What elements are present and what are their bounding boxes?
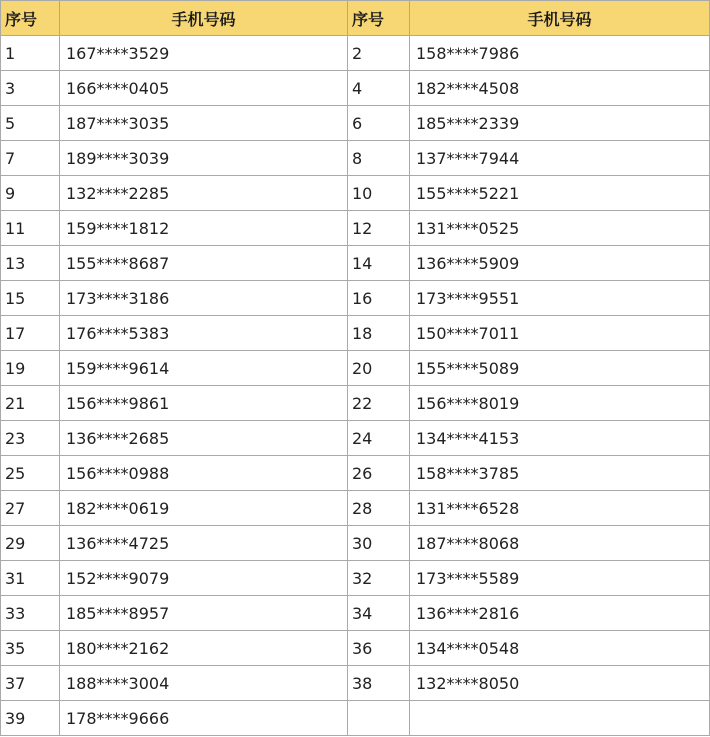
row-index-left: 1 bbox=[1, 36, 60, 71]
row-index-left: 19 bbox=[1, 351, 60, 386]
table-row bbox=[1, 246, 710, 281]
row-phone-right: 134****0548 bbox=[410, 631, 710, 666]
row-index-left: 17 bbox=[1, 316, 60, 351]
row-index-right: 6 bbox=[348, 106, 410, 141]
header-index-right: 序号 bbox=[348, 1, 410, 36]
row-index-left: 33 bbox=[1, 596, 60, 631]
row-index-right: 8 bbox=[348, 141, 410, 176]
row-phone-left: 156****9861 bbox=[60, 386, 348, 421]
row-index-left: 27 bbox=[1, 491, 60, 526]
row-phone-left: 182****0619 bbox=[60, 491, 348, 526]
table-row bbox=[1, 666, 710, 701]
row-phone-left: 173****3186 bbox=[60, 281, 348, 316]
header-row bbox=[1, 1, 710, 36]
row-index-right: 4 bbox=[348, 71, 410, 106]
row-index-left: 39 bbox=[1, 701, 60, 736]
row-phone-left: 159****9614 bbox=[60, 351, 348, 386]
row-phone-left: 136****2685 bbox=[60, 421, 348, 456]
row-index-left: 31 bbox=[1, 561, 60, 596]
table-body bbox=[1, 36, 710, 736]
row-index-right: 10 bbox=[348, 176, 410, 211]
row-index-right: 36 bbox=[348, 631, 410, 666]
table-row bbox=[1, 526, 710, 561]
table-row bbox=[1, 491, 710, 526]
row-phone-right: 131****6528 bbox=[410, 491, 710, 526]
row-index-left: 23 bbox=[1, 421, 60, 456]
table-row bbox=[1, 316, 710, 351]
table-row bbox=[1, 71, 710, 106]
row-phone-right: 132****8050 bbox=[410, 666, 710, 701]
row-phone-left: 159****1812 bbox=[60, 211, 348, 246]
row-phone-right: 155****5089 bbox=[410, 351, 710, 386]
row-phone-right: 158****3785 bbox=[410, 456, 710, 491]
row-phone-right: 134****4153 bbox=[410, 421, 710, 456]
row-index-right: 34 bbox=[348, 596, 410, 631]
row-index-right: 38 bbox=[348, 666, 410, 701]
row-index-left: 3 bbox=[1, 71, 60, 106]
table-row bbox=[1, 456, 710, 491]
row-index-left: 15 bbox=[1, 281, 60, 316]
row-phone-left: 155****8687 bbox=[60, 246, 348, 281]
row-index-left: 35 bbox=[1, 631, 60, 666]
row-index-right: 18 bbox=[348, 316, 410, 351]
row-phone-right: 137****7944 bbox=[410, 141, 710, 176]
table-row bbox=[1, 281, 710, 316]
table-header bbox=[1, 1, 710, 36]
row-index-right: 2 bbox=[348, 36, 410, 71]
row-index-right: 32 bbox=[348, 561, 410, 596]
table-row bbox=[1, 106, 710, 141]
table-row bbox=[1, 141, 710, 176]
row-phone-right: 136****2816 bbox=[410, 596, 710, 631]
row-phone-right: 131****0525 bbox=[410, 211, 710, 246]
row-phone-left: 188****3004 bbox=[60, 666, 348, 701]
row-phone-right: 182****4508 bbox=[410, 71, 710, 106]
row-phone-left: 189****3039 bbox=[60, 141, 348, 176]
row-index-right: 30 bbox=[348, 526, 410, 561]
row-index-left: 25 bbox=[1, 456, 60, 491]
row-phone-left: 166****0405 bbox=[60, 71, 348, 106]
row-phone-right: 187****8068 bbox=[410, 526, 710, 561]
row-phone-right: 155****5221 bbox=[410, 176, 710, 211]
row-index-left: 5 bbox=[1, 106, 60, 141]
header-phone-right: 手机号码 bbox=[410, 1, 710, 36]
table-row bbox=[1, 211, 710, 246]
row-phone-right: 136****5909 bbox=[410, 246, 710, 281]
table-row bbox=[1, 596, 710, 631]
row-phone-right: 185****2339 bbox=[410, 106, 710, 141]
row-phone-left: 152****9079 bbox=[60, 561, 348, 596]
row-phone-right: 158****7986 bbox=[410, 36, 710, 71]
table-row bbox=[1, 421, 710, 456]
row-index-left: 21 bbox=[1, 386, 60, 421]
row-phone-left: 187****3035 bbox=[60, 106, 348, 141]
header-phone-left: 手机号码 bbox=[60, 1, 348, 36]
row-phone-left: 156****0988 bbox=[60, 456, 348, 491]
row-index-left: 29 bbox=[1, 526, 60, 561]
row-index-right: 12 bbox=[348, 211, 410, 246]
row-index-right bbox=[348, 701, 410, 736]
row-phone-left: 176****5383 bbox=[60, 316, 348, 351]
row-index-right: 24 bbox=[348, 421, 410, 456]
table-row bbox=[1, 701, 710, 736]
row-index-right: 20 bbox=[348, 351, 410, 386]
row-index-left: 37 bbox=[1, 666, 60, 701]
row-phone-left: 178****9666 bbox=[60, 701, 348, 736]
row-index-left: 13 bbox=[1, 246, 60, 281]
table-row bbox=[1, 176, 710, 211]
row-phone-left: 136****4725 bbox=[60, 526, 348, 561]
table-row bbox=[1, 561, 710, 596]
row-phone-left: 185****8957 bbox=[60, 596, 348, 631]
row-index-left: 11 bbox=[1, 211, 60, 246]
row-phone-left: 167****3529 bbox=[60, 36, 348, 71]
table-row bbox=[1, 36, 710, 71]
row-index-right: 28 bbox=[348, 491, 410, 526]
row-phone-right: 173****5589 bbox=[410, 561, 710, 596]
row-index-left: 7 bbox=[1, 141, 60, 176]
row-phone-left: 180****2162 bbox=[60, 631, 348, 666]
row-phone-right: 150****7011 bbox=[410, 316, 710, 351]
row-phone-right bbox=[410, 701, 710, 736]
row-index-right: 14 bbox=[348, 246, 410, 281]
row-index-right: 22 bbox=[348, 386, 410, 421]
row-phone-right: 173****9551 bbox=[410, 281, 710, 316]
row-index-right: 26 bbox=[348, 456, 410, 491]
table-row bbox=[1, 631, 710, 666]
row-index-right: 16 bbox=[348, 281, 410, 316]
header-index-left: 序号 bbox=[1, 1, 60, 36]
table-row bbox=[1, 351, 710, 386]
row-phone-left: 132****2285 bbox=[60, 176, 348, 211]
row-index-left: 9 bbox=[1, 176, 60, 211]
row-phone-right: 156****8019 bbox=[410, 386, 710, 421]
table-row bbox=[1, 386, 710, 421]
